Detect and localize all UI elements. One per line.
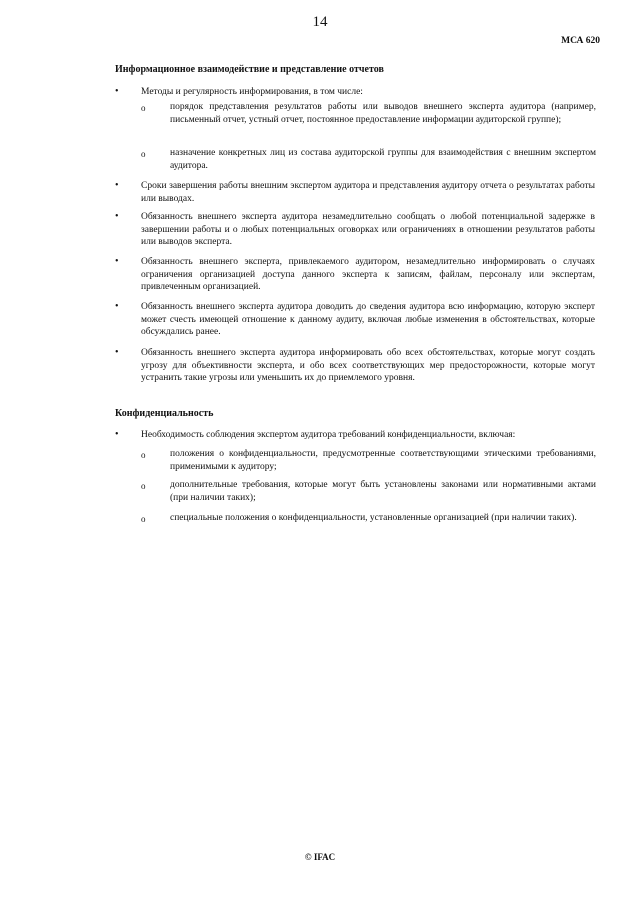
- sub-text: назначение конкретных лиц из состава аудиторской группы для взаимодействия с внешним экспертом аудитора.: [170, 148, 596, 171]
- document-code: МСА 620: [561, 36, 600, 46]
- section-title-confidentiality: Конфиденциальность: [115, 408, 214, 419]
- bullet-text: Необходимость соблюдения экспертом аудитора требований конфиденциальности, включая:: [141, 430, 516, 440]
- bullet-marker: •: [115, 180, 119, 191]
- sub-marker: o: [141, 481, 146, 491]
- sub-marker: o: [141, 103, 146, 113]
- sub-marker: o: [141, 514, 146, 524]
- bullet-marker: •: [115, 347, 119, 358]
- bullet-marker: •: [115, 301, 119, 312]
- bullet-text: Сроки завершения работы внешним экспертом аудитора и представления аудитору отчета о результатах работы или выводах.: [141, 181, 595, 204]
- bullet-text: Обязанность внешнего эксперта, привлекаемого аудитором, незамедлительно информировать о случаях ограничения организацией доступа данного эксперта к записям, файлам, персоналу или экспертам, привлеченным организацией.: [141, 257, 595, 293]
- footer-copyright: © IFAC: [304, 852, 336, 862]
- bullet-text: Обязанность внешнего эксперта аудитора информировать обо всех обстоятельствах, которые могут создать угрозу для объективности эксперта, и обо всех соответствующих мер предосторожности, которые могут устранить такие угрозы или уменьшить их до приемлемого уровня.: [141, 348, 595, 384]
- bullet-marker: •: [115, 86, 119, 97]
- sub-text: положения о конфиденциальности, предусмотренные соответствующими этическими требованиями, применимыми к аудитору;: [170, 449, 596, 472]
- bullet-text: Обязанность внешнего эксперта аудитора незамедлительно сообщать о любой потенциальной задержке в завершении работы и о любых потенциальных оговорках или ограничениях в отношении результатов работы или выводов эксперта.: [141, 212, 595, 248]
- bullet-marker: •: [115, 429, 119, 440]
- page-number: 14: [312, 14, 328, 30]
- sub-text: дополнительные требования, которые могут быть установлены законами или нормативными актами (при наличии таких);: [170, 480, 596, 503]
- section-title-reporting: Информационное взаимодействие и представление отчетов: [115, 64, 384, 75]
- bullet-marker: •: [115, 211, 119, 222]
- bullet-marker: •: [115, 256, 119, 267]
- sub-text: порядок представления результатов работы или выводов внешнего эксперта аудитора (например, письменный отчет, устный отчет, постоянное предоставление информации аудиторской группе);: [170, 102, 596, 125]
- sub-marker: o: [141, 149, 146, 159]
- sub-marker: o: [141, 450, 146, 460]
- bullet-text: Обязанность внешнего эксперта аудитора доводить до сведения аудитора всю информацию, которую эксперт может счесть имеющей отношение к данному аудиту, включая любые изменения в обстоятельствах, которые обсуждались ранее.: [141, 302, 595, 338]
- sub-text: специальные положения о конфиденциальности, установленные организацией (при наличии таких).: [170, 513, 577, 523]
- bullet-text: Методы и регулярность информирования, в том числе:: [141, 87, 363, 97]
